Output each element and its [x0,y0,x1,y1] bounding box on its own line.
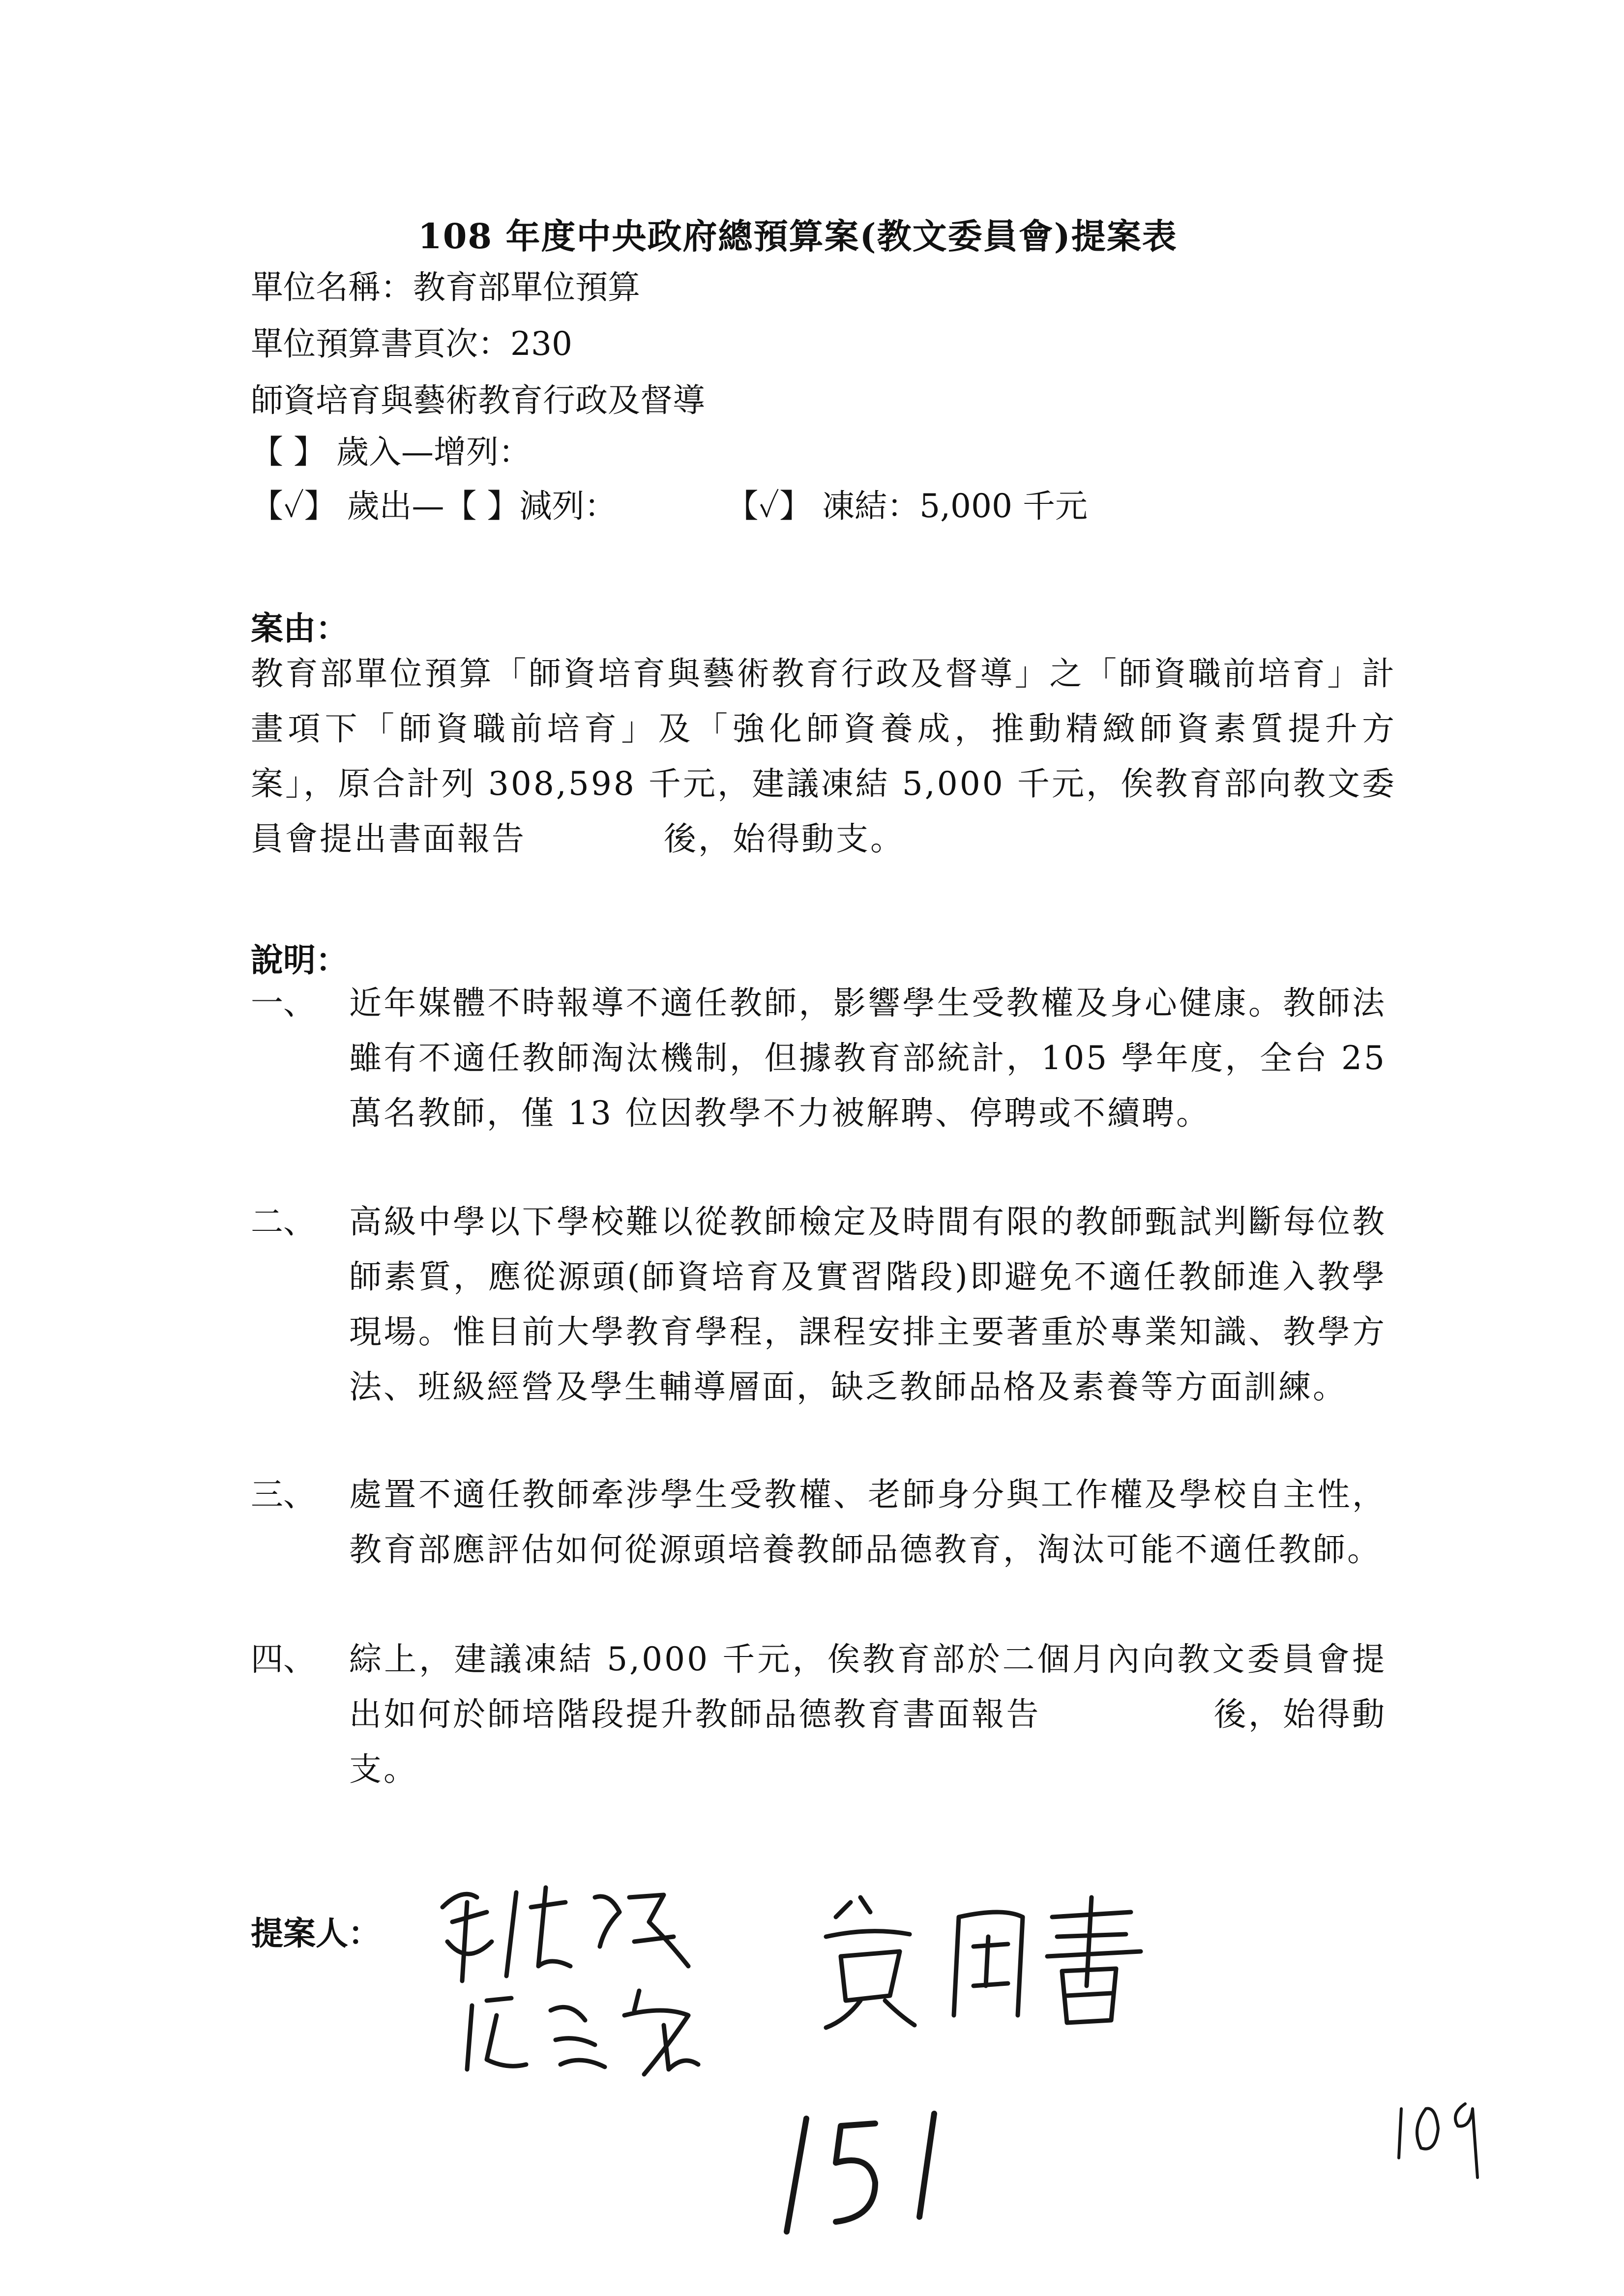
expenditure-line [251,484,1088,528]
proposer-signature-1 [433,1868,777,1986]
page-number-handwritten [1391,2089,1490,2187]
explanation-item-text: 高級中學以下學校難以從教師檢定及時間有限的教師甄試判斷每位教師素質，應從源頭(師資培育及實習階段)即避免不適任教師進入教學現場。惟目前大學教育學程，課程安排主要著重於專業知識、教學方法、班級經營及學生輔導層面，缺乏教師品格及素養等方面訓練。 [349,1203,1387,1406]
explanation-item-text: 處置不適任教師牽涉學生受教權、老師身分與工作權及學校自主性，教育部應評估如何從源頭培養教師品德教育，淘汰可能不適任教師。 [349,1476,1387,1569]
explanation-item-number: 一、 [251,984,316,1022]
budget-page: 單位預算書頁次：230 [251,325,572,363]
expenditure-checkbox: 【✓】 [251,487,337,525]
explanation-item-text: 近年媒體不時報導不適任教師，影響學生受教權及身心健康。教師法雖有不適任教師淘汰機制，但據教育部統計，105 學年度，全台 25 萬名教師，僅 13 位因教學不力被解聘、停聘或不續聘。 [349,984,1387,1132]
proposer-label: 提案人： [251,1914,381,1952]
proposer-signature-3 [816,1888,1170,2035]
explanation-item-text: 綜上，建議凍結 5,000 千元，俟教育部於二個月內向教文委員會提出如何於師培階段提升教師品德教育書面報告 後，始得動支。 [349,1640,1387,1788]
document-title: 108 年度中央政府總預算案(教文委員會)提案表 [418,216,1178,257]
revenue-line [251,430,531,474]
revenue-checkbox: 【 】 [251,433,326,471]
explanation-item-number: 三、 [251,1476,316,1513]
explanation-item-number: 二、 [251,1203,316,1241]
freeze-label: 凍結：5,000 千元 [822,487,1088,525]
freeze-checkbox: 【✓】 [726,487,812,525]
proposer-signature-2 [457,1971,801,2084]
expenditure-label: 歲出—【 】減列： [347,487,617,525]
reason-text: 教育部單位預算「師資培育與藝術教育行政及督導」之「師資職前培育」計畫項下「師資職前培育」及「強化師資養成，推動精緻師資素質提升方案」，原合計列 308,598 千元，建議凍結 5,000 千元，俟教育部向教文委員會提出書面報告 後，始得動支。 [251,655,1396,858]
handwritten-number [777,2104,983,2241]
reason-heading: 案由： [251,609,348,647]
explanation-item-number: 四、 [251,1640,316,1678]
unit-name: 單位名稱：教育部單位預算 [251,268,640,306]
revenue-label: 歲入—增列： [336,433,531,471]
program-name: 師資培育與藝術教育行政及督導 [251,381,705,419]
explanation-heading: 說明： [251,941,348,979]
